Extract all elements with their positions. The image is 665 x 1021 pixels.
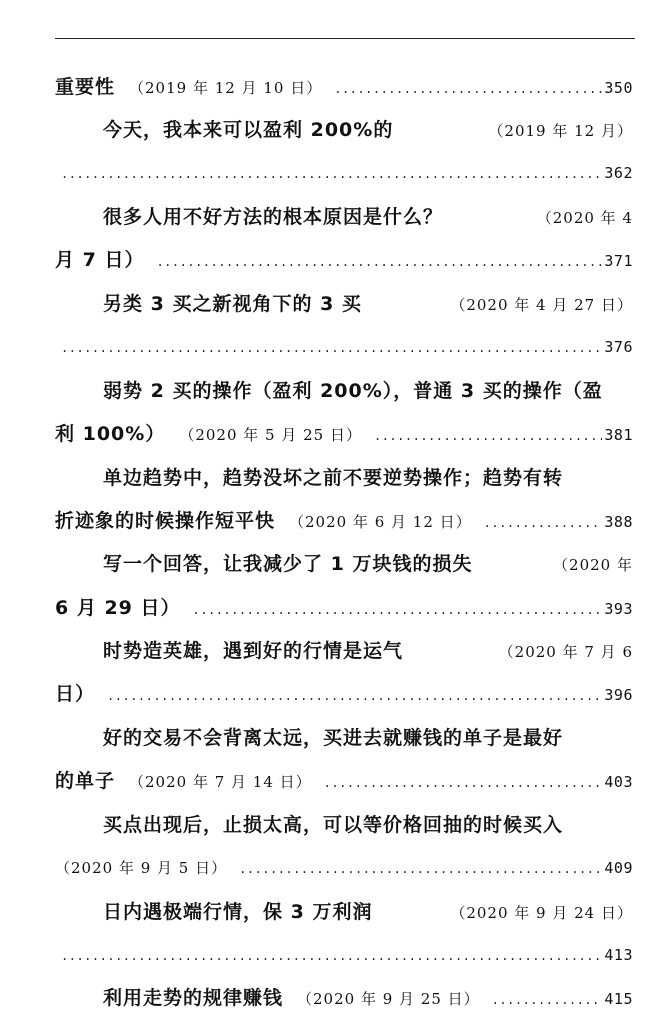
toc-entry-title-continued: 月 7 日） xyxy=(55,249,145,271)
toc-entry-title: 重要性 xyxy=(55,76,116,98)
dot-leader xyxy=(61,159,602,188)
toc-entry-title-continued: 利 100%） xyxy=(55,423,166,445)
dot-leader xyxy=(61,941,602,970)
toc-page-number: 371 xyxy=(604,252,633,270)
toc-entry-line xyxy=(55,245,633,275)
dot-leader xyxy=(61,333,602,362)
dot-leader xyxy=(193,595,603,623)
dot-leader xyxy=(484,508,603,536)
toc-entry-line xyxy=(55,376,633,406)
toc-entry-date: （2020 年 9 月 24 日） xyxy=(450,904,633,922)
toc-entry-line xyxy=(55,202,633,232)
dot-leader xyxy=(492,985,603,1013)
toc-entry-title: 弱势 2 买的操作（盈利 200%），普通 3 买的操作（盈 xyxy=(103,380,603,402)
toc-entry-title: 利用走势的规律赚钱 xyxy=(103,987,284,1009)
toc-entry-title: 写一个回答，让我减少了 1 万块钱的损失 xyxy=(103,553,473,575)
toc-entry-line xyxy=(55,72,633,102)
toc-page-number: 350 xyxy=(604,79,633,97)
toc-entry-title-continued: 日） xyxy=(55,683,96,705)
toc-entry-title: 很多人用不好方法的根本原因是什么？ xyxy=(103,206,444,228)
toc-entry-date: （2020 年 6 月 12 日） xyxy=(289,513,472,531)
toc-entry-date: （2020 年 9 月 25 日） xyxy=(297,990,480,1008)
toc-entry-line xyxy=(55,897,633,927)
toc-entry-date: （2020 年 7 月 14 日） xyxy=(129,773,312,791)
dot-leader xyxy=(324,768,603,796)
toc-page-number: 393 xyxy=(604,600,633,618)
toc-entry-line xyxy=(55,940,633,970)
toc-entry-title: 另类 3 买之新视角下的 3 买 xyxy=(103,293,362,315)
dot-leader xyxy=(334,74,602,102)
toc-page-number: 403 xyxy=(604,773,633,791)
toc-entry-date: （2020 年 4 月 27 日） xyxy=(450,296,633,314)
toc-entry-title: 日内遇极端行情，保 3 万利润 xyxy=(103,901,373,923)
toc-entry-line xyxy=(55,463,633,493)
toc-entry-line xyxy=(55,853,633,883)
toc-entry-line xyxy=(55,723,633,753)
toc-page-number: 409 xyxy=(604,859,633,877)
toc-page-number: 413 xyxy=(604,946,633,964)
toc-entry-title: 时势造英雄，遇到好的行情是运气 xyxy=(103,640,404,662)
toc-entry-line xyxy=(55,679,633,709)
toc-entry-date: （2020 年 7 月 6 xyxy=(498,643,633,661)
toc-page-number: 381 xyxy=(604,426,633,444)
toc-entry-title-continued: 的单子 xyxy=(55,770,116,792)
toc-page-number: 388 xyxy=(604,513,633,531)
toc-entry-date: （2020 年 5 月 25 日） xyxy=(179,426,362,444)
toc-entry-line xyxy=(55,810,633,840)
toc-entry-line xyxy=(55,983,633,1013)
toc-entry-title-continued: 折迹象的时候操作短平快 xyxy=(55,510,276,532)
toc-entry-date: （2020 年 xyxy=(553,556,633,574)
toc-page-number: 376 xyxy=(604,338,633,356)
dot-leader xyxy=(156,247,602,275)
toc-entry-date: （2019 年 12 月 10 日） xyxy=(129,79,323,97)
dot-leader xyxy=(239,854,602,883)
toc-page-number: 362 xyxy=(604,164,633,182)
toc-page-number: 415 xyxy=(604,990,633,1008)
toc-entry-title: 单边趋势中，趋势没坏之前不要逆势操作；趋势有转 xyxy=(103,467,564,489)
toc-entry-line xyxy=(55,549,633,579)
toc-entry-line xyxy=(55,636,633,666)
toc-entry-date: （2020 年 9 月 5 日） xyxy=(55,859,228,877)
toc-entry-title: 好的交易不会背离太远，买进去就赚钱的单子是最好 xyxy=(103,727,564,749)
toc-entry-date: （2019 年 12 月） xyxy=(488,122,633,140)
dot-leader xyxy=(374,421,602,449)
toc-entry-date: （2020 年 4 xyxy=(536,209,633,227)
toc-entry-line xyxy=(55,115,633,145)
toc-entry-line xyxy=(55,419,633,449)
toc-entry-title: 今天，我本来可以盈利 200%的 xyxy=(103,119,394,141)
toc-entry-line xyxy=(55,506,633,536)
toc-entry-title: 买点出现后，止损太高，可以等价格回抽的时候买入 xyxy=(103,814,564,836)
toc-entry-line xyxy=(55,289,633,319)
toc-entry-line xyxy=(55,158,633,188)
dot-leader xyxy=(107,681,602,709)
toc-entry-title-continued: 6 月 29 日） xyxy=(55,597,181,619)
toc-entry-line xyxy=(55,593,633,623)
toc-entry-line xyxy=(55,766,633,796)
toc-page-number: 396 xyxy=(604,686,633,704)
toc-entry-line xyxy=(55,332,633,362)
header-rule xyxy=(55,38,635,39)
